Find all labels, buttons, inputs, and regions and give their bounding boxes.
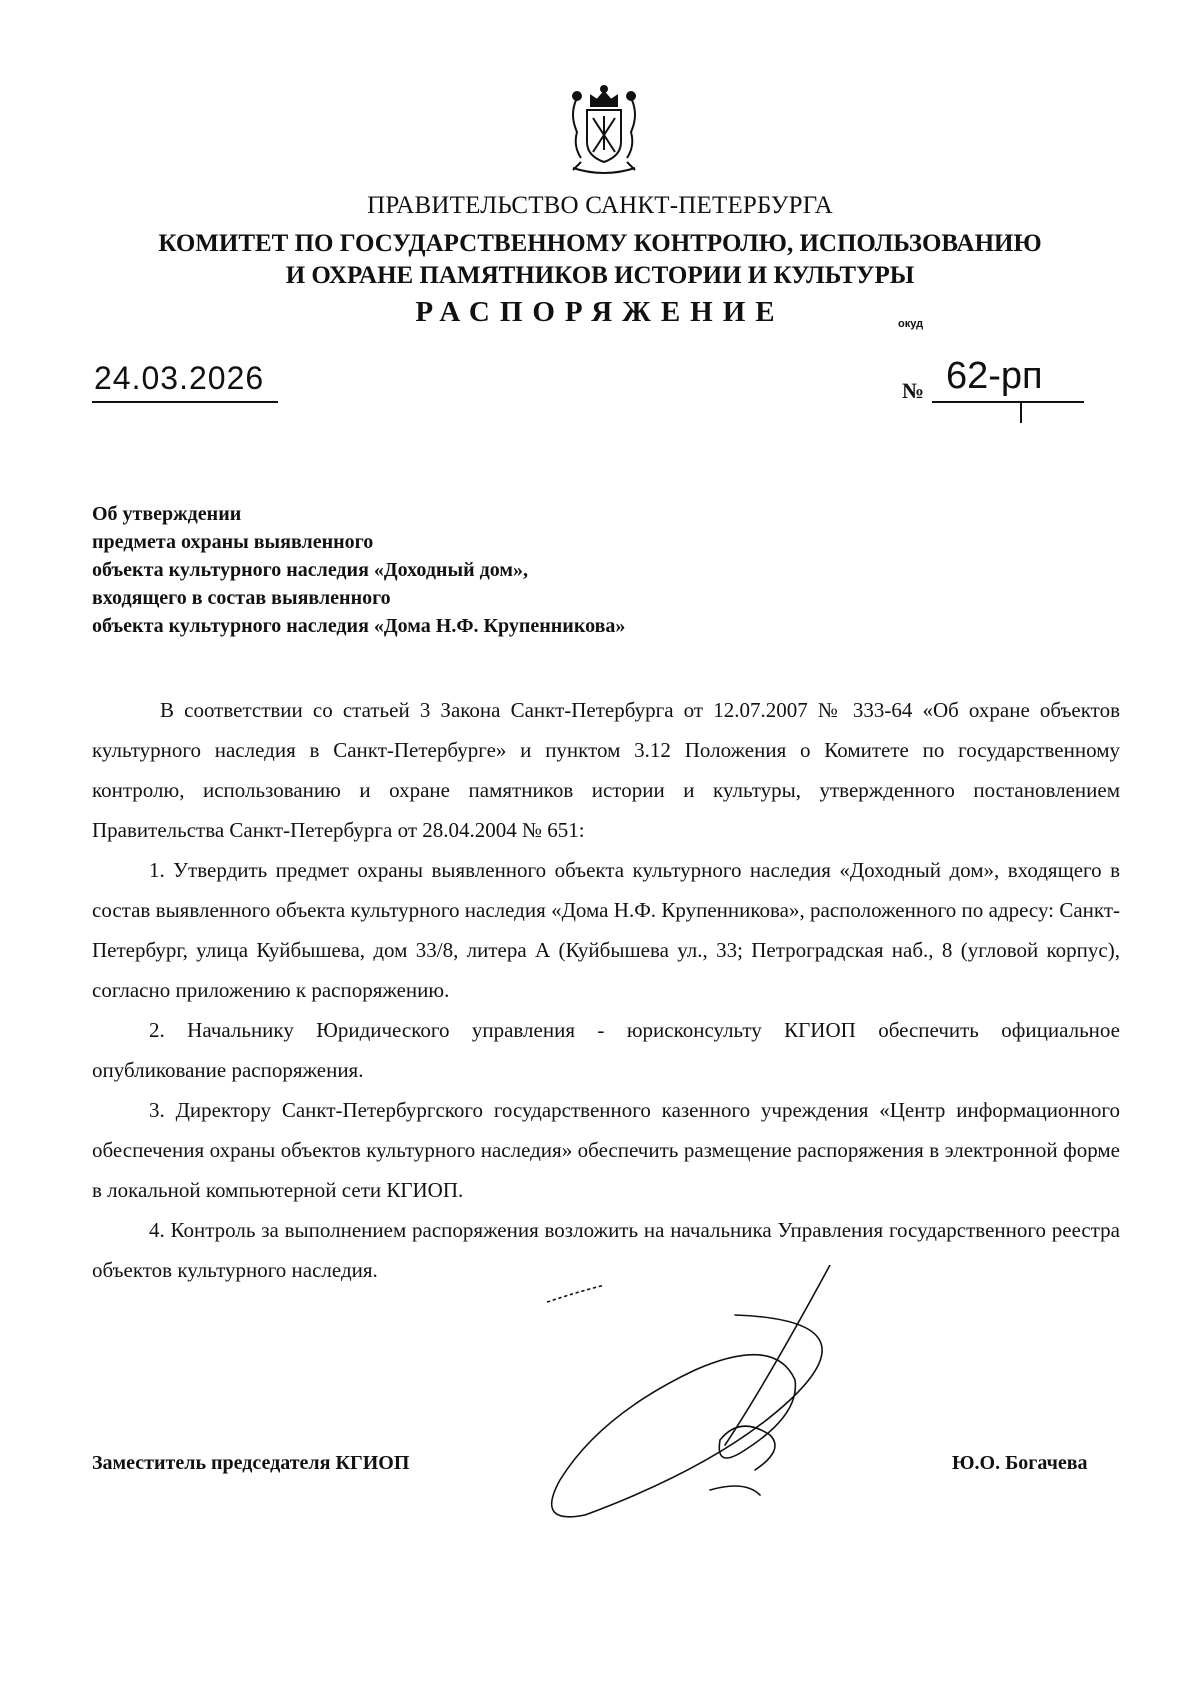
preamble-paragraph: В соответствии со статьей 3 Закона Санкт-Петербурга от 12.07.2007 № 333-64 «Об охране объектов культурного наследия в Санкт-Петербурге» и пунктом 3.12 Положения о Комитете по государственному контролю, использованию и охране памятников истории и культуры, утвержденного постановлением Правительства Санкт-Петербурга от 28.04.2004 № 651: bbox=[92, 698, 1120, 842]
committee-title-line1: КОМИТЕТ ПО ГОСУДАРСТВЕННОМУ КОНТРОЛЮ, ИСПОЛЬЗОВАНИЮ bbox=[158, 230, 1042, 257]
order-item-4: 4. Контроль за выполнением распоряжения возложить на начальника Управления государственного реестра объектов культурного наследия. bbox=[92, 1218, 1120, 1282]
document-body bbox=[92, 690, 1120, 1290]
subject-line: объекта культурного наследия «Доходный дом», bbox=[92, 559, 528, 581]
okud-label: окуд bbox=[898, 318, 924, 330]
document-type: РАСПОРЯЖЕНИЕ bbox=[415, 296, 785, 328]
number-underline bbox=[932, 401, 1084, 403]
date-underline bbox=[92, 401, 278, 403]
order-item-3: 3. Директору Санкт-Петербургского государственного казенного учреждения «Центр информационного обеспечения охраны объектов культурного наследия» обеспечить размещение распоряжения в электронной форме в локальной компьютерной сети КГИОП. bbox=[92, 1098, 1120, 1202]
government-title: ПРАВИТЕЛЬСТВО САНКТ-ПЕТЕРБУРГА bbox=[367, 192, 833, 219]
document-date: 24.03.2026 bbox=[94, 360, 265, 396]
committee-title-line2: И ОХРАНЕ ПАМЯТНИКОВ ИСТОРИИ И КУЛЬТУРЫ bbox=[285, 262, 915, 289]
document-number: 62-рп bbox=[946, 355, 1043, 397]
number-label: № bbox=[902, 378, 925, 403]
handwritten-signature bbox=[545, 1265, 915, 1535]
order-item-2: 2. Начальнику Юридического управления - юрисконсульту КГИОП обеспечить официальное опубликование распоряжения. bbox=[92, 1018, 1120, 1082]
coat-of-arms-icon bbox=[563, 84, 645, 178]
subject-line: входящего в состав выявленного bbox=[92, 587, 391, 609]
subject-line: предмета охраны выявленного bbox=[92, 531, 374, 553]
subject-line: объекта культурного наследия «Дома Н.Ф. Крупенникова» bbox=[92, 615, 626, 637]
subject-line: Об утверждении bbox=[92, 503, 242, 525]
document-subject bbox=[92, 500, 625, 640]
signatory-name: Ю.О. Богачева bbox=[952, 1452, 1088, 1474]
order-item-1: 1. Утвердить предмет охраны выявленного объекта культурного наследия «Доходный дом», входящего в состав выявленного объекта культурного наследия «Дома Н.Ф. Крупенникова», расположенного по адресу: Санкт-Петербург, улица Куйбышева, дом 33/8, литера А (Куйбышева ул., 33; Петроградская наб., 8 (угловой корпус), согласно приложению к распоряжению. bbox=[92, 858, 1120, 1002]
committee-title bbox=[0, 228, 1200, 292]
signatory-position: Заместитель председателя КГИОП bbox=[92, 1452, 410, 1474]
number-tick bbox=[1020, 401, 1022, 423]
